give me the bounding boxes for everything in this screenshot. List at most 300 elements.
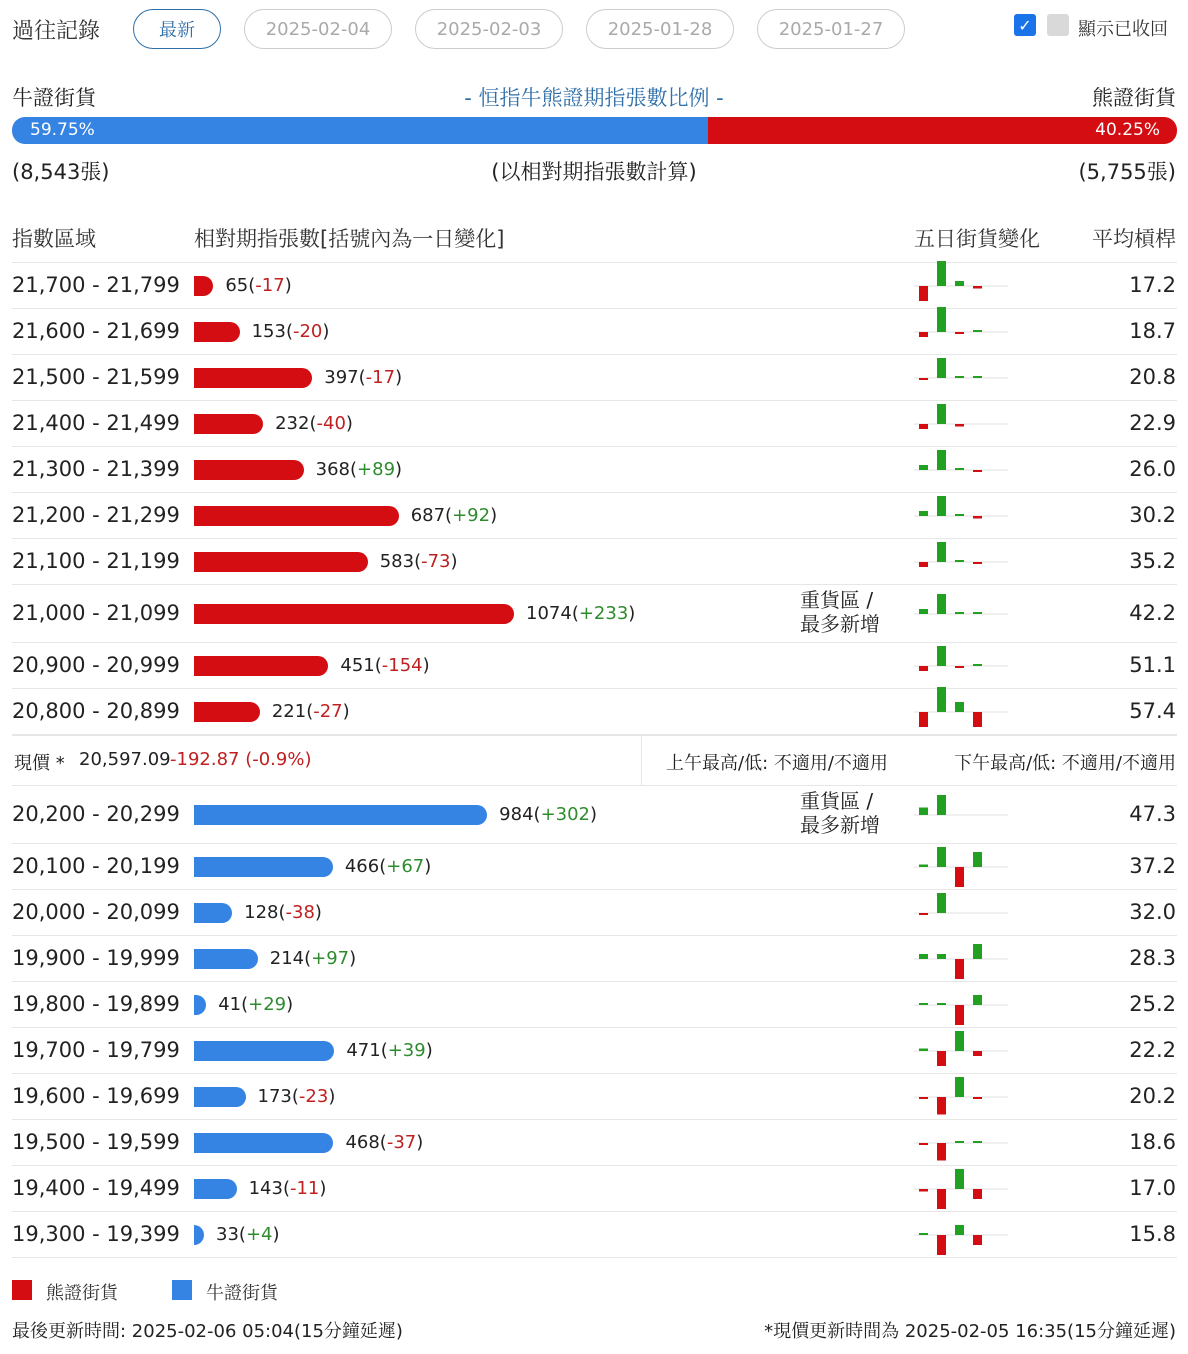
avg-lever-value: 15.8 [1129,1222,1176,1246]
bear-bar [194,368,312,388]
sparkline-bar [919,465,928,470]
sparkline-bar [937,1003,946,1005]
paren-close: ) [284,275,292,296]
contract-count [275,413,353,434]
sparkline-bar [937,542,946,562]
five-day-sparkline [914,641,1008,691]
range-label: 19,900 - 19,999 [12,946,180,970]
bear-count: (5,755張) [1078,160,1176,184]
sparkline-bar [937,358,946,378]
paren-open: ( [306,701,314,722]
sparkline-bar [955,332,964,334]
count-value: 984 [499,804,534,825]
range-label: 19,400 - 19,499 [12,1176,180,1200]
current-price-label: 現價 * [14,753,65,774]
ratio-bar-bull [12,117,708,144]
paren-open: ( [374,655,382,676]
contract-count [316,459,402,480]
bear-pct: 40.25% [1095,120,1160,140]
five-day-sparkline [914,537,1008,587]
sparkline-bar [919,332,928,337]
am-range: 上午最高/低: 不適用/不適用 [666,753,888,774]
bear-bar [194,604,514,624]
count-value: 41 [218,994,242,1015]
sparkline-bar [973,1097,982,1099]
sparkline-bar [937,450,946,470]
avg-lever-value: 35.2 [1129,549,1176,573]
table-row [0,786,1188,844]
sparkline-bar [955,376,964,378]
paren-open: ( [445,505,453,526]
table-row [0,1028,1188,1074]
count-value: 471 [346,1040,381,1061]
five-day-sparkline [914,261,1008,311]
avg-lever-value: 25.2 [1129,992,1176,1016]
count-change: -11 [289,1178,320,1199]
sparkline-bar [937,687,946,712]
range-label: 21,000 - 21,099 [12,601,180,625]
contract-count [270,948,356,969]
bull-bar [194,1041,334,1061]
sparkline-bar [955,1005,964,1025]
count-value: 232 [275,413,310,434]
paren-open: ( [380,1040,388,1061]
five-day-sparkline [914,980,1008,1030]
range-label: 21,500 - 21,599 [12,365,180,389]
history-btn-2025-02-03[interactable]: 2025-02-03 [415,9,563,49]
price-divider-top [12,735,1177,736]
count-change: -17 [255,275,285,296]
five-day-sparkline [914,687,1008,737]
paren-open: ( [285,321,293,342]
five-day-sparkline [914,934,1008,984]
bull-bar [194,949,258,969]
paren-open: ( [238,1224,246,1245]
table-row [0,890,1188,936]
avg-lever-value: 17.0 [1129,1176,1176,1200]
range-label: 19,800 - 19,899 [12,992,180,1016]
avg-lever-value: 22.9 [1129,411,1176,435]
count-change: +67 [386,856,425,877]
avg-lever-value: 17.2 [1129,273,1176,297]
paren-close: ) [490,505,498,526]
col-header-avg-lever: 平均槓桿 [1092,227,1176,251]
count-change: -20 [292,321,323,342]
sparkline-bar [973,712,982,727]
contract-count [346,1040,432,1061]
bull-label: 牛證街貨 [12,86,96,110]
contract-count [272,701,350,722]
bear-bar [194,414,263,434]
sparkline-bar [919,954,928,959]
paren-close: ) [319,1178,327,1199]
sparkline-bar [955,1225,964,1235]
sparkline-bar [919,1097,928,1099]
sparkline-bar [919,808,928,816]
paren-open: ( [414,551,422,572]
sparkline-bar [919,562,928,567]
avg-lever-value: 18.7 [1129,319,1176,343]
table-row [0,844,1188,890]
history-btn-2025-02-04[interactable]: 2025-02-04 [244,9,392,49]
avg-lever-value: 47.3 [1129,802,1176,826]
count-value: 143 [248,1178,283,1199]
count-change: +39 [387,1040,426,1061]
sparkline-bar [955,514,964,516]
sparkline-bar [937,954,946,959]
count-change: -37 [386,1132,417,1153]
sparkline-bar [937,1189,946,1209]
sparkline-bar [973,516,982,519]
bear-label: 熊證街貨 [1092,86,1176,110]
paren-open: ( [248,275,256,296]
range-label: 20,800 - 20,899 [12,699,180,723]
contract-count [411,505,497,526]
sparkline-bar [973,1051,982,1056]
sparkline-bar [955,1169,964,1189]
sparkline-bar [919,913,928,915]
paren-close: ) [272,1224,280,1245]
five-day-sparkline [914,445,1008,495]
table-row [0,936,1188,982]
history-bar [0,0,1188,58]
contract-count [258,1086,336,1107]
sparkline-bar [937,496,946,516]
paren-close: ) [322,321,330,342]
avg-lever-value: 28.3 [1129,946,1176,970]
contract-count [499,804,597,825]
count-change: +233 [578,603,629,624]
paren-open: ( [533,804,541,825]
paren-close: ) [349,948,357,969]
range-label: 21,300 - 21,399 [12,457,180,481]
contract-count [216,1224,280,1245]
paren-open: ( [379,1132,387,1153]
paren-open: ( [379,856,387,877]
count-value: 65 [225,275,249,296]
sparkline-bar [973,470,982,472]
sparkline-bar [919,1233,928,1235]
history-btn-latest[interactable]: 最新 [133,9,221,49]
pm-range: 下午最高/低: 不適用/不適用 [954,753,1176,774]
bear-bar [194,702,260,722]
count-change: +302 [540,804,591,825]
legend-bull-label: 牛證街貨 [206,1283,278,1304]
sparkline-bar [973,286,982,289]
count-value: 397 [324,367,359,388]
sparkline-bar [919,378,928,380]
sparkline-bar [937,1097,946,1115]
legend-bull-swatch [172,1280,192,1300]
five-day-sparkline [914,888,1008,938]
history-btn-2025-01-27[interactable]: 2025-01-27 [757,9,905,49]
count-value: 1074 [526,603,572,624]
paren-close: ) [395,367,403,388]
sparkline-bar [919,424,928,429]
range-label: 19,600 - 19,699 [12,1084,180,1108]
count-change: +4 [245,1224,273,1245]
sparkline-bar [973,562,982,564]
sparkline-bar [919,286,928,301]
paren-open: ( [358,367,366,388]
count-change: -73 [421,551,451,572]
paren-close: ) [416,1132,424,1153]
col-header-five-day: 五日街貨變化 [914,227,1040,251]
last-update: 最後更新時間: 2025-02-06 05:04(15分鐘延遲) [12,1321,403,1342]
sparkline-bar [937,307,946,332]
contract-count [218,994,293,1015]
bear-bar [194,656,328,676]
history-btn-2025-01-28[interactable]: 2025-01-28 [586,9,734,49]
sparkline-bar [955,1077,964,1097]
sparkline-bar [937,594,946,614]
contract-count [252,321,330,342]
bull-pct: 59.75% [30,120,95,140]
avg-lever-value: 37.2 [1129,854,1176,878]
range-label: 21,200 - 21,299 [12,503,180,527]
sparkline-bar [973,1189,982,1199]
contract-count [244,902,322,923]
range-label: 21,100 - 21,199 [12,549,180,573]
bull-bar [194,995,206,1015]
paren-close: ) [314,902,322,923]
table-row [0,585,1188,643]
count-change: +97 [311,948,350,969]
table-row [0,1212,1188,1258]
sparkline-bar [973,612,982,614]
contract-count [324,367,402,388]
heavy-zone-label: 重貨區 / 最多新增 [800,789,880,837]
range-label: 19,300 - 19,399 [12,1222,180,1246]
range-label: 21,400 - 21,499 [12,411,180,435]
sparkline-bar [937,261,946,286]
sparkline-bar [919,712,928,727]
table-row [0,401,1188,447]
bull-bar [194,903,232,923]
count-value: 128 [244,902,279,923]
history-label: 過往記錄 [12,19,101,44]
contract-count [380,551,458,572]
ratio-bar [12,117,1177,144]
bull-count: (8,543張) [12,160,110,184]
ratio-title: - 恒指牛熊證期指張數比例 - [464,86,724,110]
paren-open: ( [571,603,579,624]
paren-close: ) [590,804,598,825]
bull-bar [194,805,487,825]
five-day-sparkline [914,1164,1008,1214]
sparkline-bar [955,281,964,286]
ratio-note: (以相對期指張數計算) [491,160,697,184]
avg-lever-value: 18.6 [1129,1130,1176,1154]
five-day-sparkline [914,1026,1008,1076]
bear-bar [194,322,240,342]
count-value: 583 [379,551,415,572]
sparkline-bar [919,865,928,868]
paren-close: ) [345,413,353,434]
sparkline-bar [955,424,964,427]
table-row [0,263,1188,309]
table-row [0,539,1188,585]
paren-close: ) [450,551,458,572]
sparkline-bar [973,664,982,666]
heavy-zone-label: 重貨區 / 最多新增 [800,588,880,636]
count-value: 451 [340,655,375,676]
sparkline-bar [955,612,964,614]
count-change: +29 [248,994,287,1015]
count-change: -154 [381,655,423,676]
sparkline-bar [973,376,982,378]
sparkline-bar [919,666,928,671]
paren-close: ) [328,1086,336,1107]
sparkline-bar [955,560,964,562]
bear-bar [194,552,368,572]
sparkline-bar [937,795,946,815]
count-change: -17 [365,367,396,388]
avg-lever-value: 20.2 [1129,1084,1176,1108]
count-value: 466 [344,856,380,877]
table-row [0,309,1188,355]
avg-lever-value: 32.0 [1129,900,1176,924]
sparkline-bar [973,1235,982,1245]
sparkline-bar [937,847,946,867]
sparkline-bar [919,1189,928,1192]
table-row [0,1166,1188,1212]
count-change: -23 [298,1086,329,1107]
price-update: *現價更新時間為 2025-02-05 16:35(15分鐘延遲) [764,1321,1176,1342]
sparkline-bar [937,1235,946,1255]
range-label: 19,700 - 19,799 [12,1038,180,1062]
table-row [0,982,1188,1028]
sparkline-bar [973,330,982,332]
paren-open: ( [304,948,312,969]
five-day-sparkline [914,790,1008,840]
table-row [0,689,1188,735]
table-row [0,1120,1188,1166]
legend-bear-label: 熊證街貨 [46,1283,118,1304]
bull-bar [194,857,333,877]
avg-lever-value: 57.4 [1129,699,1176,723]
count-change: +89 [357,459,396,480]
range-label: 21,700 - 21,799 [12,273,180,297]
contract-count [345,856,431,877]
sparkline-bar [973,852,982,867]
sparkline-bar [919,1049,928,1052]
five-day-sparkline [914,307,1008,357]
price-row-separator [641,735,642,785]
col-header-contracts: 相對期指張數[括號內為一日變化] [194,227,505,251]
sparkline-bar [955,666,964,668]
range-label: 20,200 - 20,299 [12,802,180,826]
sparkline-bar [973,1141,982,1143]
sparkline-bar [919,1003,928,1005]
contract-count [340,655,429,676]
paren-close: ) [425,1040,433,1061]
current-price-row [0,735,1188,785]
five-day-sparkline [914,1072,1008,1122]
count-value: 368 [315,459,350,480]
sparkline-bar [919,1143,928,1145]
legend-bear-swatch [12,1280,32,1300]
paren-open: ( [241,994,249,1015]
count-value: 173 [257,1086,292,1107]
sparkline-bar [973,944,982,959]
sparkline-bar [937,1143,946,1161]
table-row [0,493,1188,539]
count-value: 214 [269,948,305,969]
count-value: 687 [410,505,446,526]
table-row [0,1074,1188,1120]
sparkline-bar [937,1051,946,1066]
sparkline-bar [955,468,964,470]
five-day-sparkline [914,353,1008,403]
bear-bar [194,460,304,480]
count-value: 153 [251,321,286,342]
range-label: 20,900 - 20,999 [12,653,180,677]
count-change: +92 [452,505,491,526]
five-day-sparkline [914,589,1008,639]
sparkline-bar [919,609,928,614]
paren-close: ) [424,856,432,877]
avg-lever-value: 30.2 [1129,503,1176,527]
paren-open: ( [282,1178,290,1199]
current-price-value: 20,597.09 [79,749,171,770]
avg-lever-value: 20.8 [1129,365,1176,389]
avg-lever-value: 26.0 [1129,457,1176,481]
contract-count [249,1178,327,1199]
row-divider [12,1257,1177,1258]
bull-bar [194,1087,246,1107]
paren-close: ) [422,655,430,676]
sparkline-bar [955,959,964,979]
count-change: -40 [316,413,346,434]
show-collected-label: 顯示已收回 [1078,19,1168,40]
count-change: -27 [313,701,343,722]
sparkline-bar [937,646,946,666]
col-header-range: 指數區域 [12,227,96,251]
five-day-sparkline [914,399,1008,449]
sparkline-bar [937,893,946,913]
range-label: 21,600 - 21,699 [12,319,180,343]
avg-lever-value: 22.2 [1129,1038,1176,1062]
contract-count [345,1132,423,1153]
range-label: 20,100 - 20,199 [12,854,180,878]
bear-bar [194,276,213,296]
bear-bar [194,506,399,526]
current-price-change: -192.87 (-0.9%) [170,749,312,770]
sparkline-bar [973,995,982,1005]
avg-lever-value: 42.2 [1129,601,1176,625]
checkbox-checked-icon[interactable]: ✓ [1014,14,1036,36]
bull-bar [194,1179,237,1199]
range-label: 20,000 - 20,099 [12,900,180,924]
table-row [0,355,1188,401]
count-value: 33 [216,1224,239,1245]
bull-bar [194,1225,204,1245]
paren-close: ) [628,603,636,624]
sparkline-bar [955,1031,964,1051]
show-collected-checkbox[interactable] [1047,14,1069,36]
contract-count [225,275,291,296]
paren-open: ( [309,413,317,434]
five-day-sparkline [914,491,1008,541]
sparkline-bar [919,511,928,516]
sparkline-bar [955,867,964,887]
count-value: 221 [271,701,307,722]
avg-lever-value: 51.1 [1129,653,1176,677]
count-change: -38 [285,902,315,923]
paren-open: ( [278,902,286,923]
sparkline-bar [955,702,964,712]
